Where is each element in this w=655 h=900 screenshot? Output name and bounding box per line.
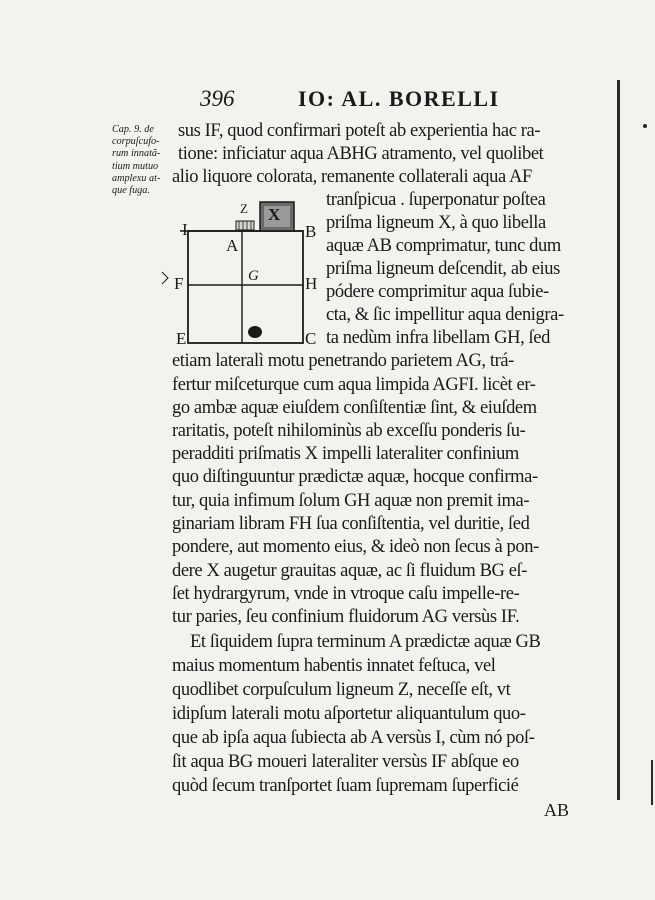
text-line: tur paries, ſeu confinium fluidorum AG versùs IF. [172, 607, 520, 627]
page-edge-line [617, 80, 620, 800]
margin-note-line: Cap. 9. de [112, 124, 154, 135]
text-line: Et ſiquidem ſupra terminum A prædictæ aquæ GB [190, 632, 541, 652]
text-line: priſma ligneum deſcendit, ab eius [326, 259, 560, 279]
text-line: pondere, aut momento eius, & ideò non ſecus à pon- [172, 537, 539, 557]
text-line: ſet hydrargyrum, vnde in vtroque caſu impelle-re- [172, 584, 520, 604]
text-line: ſit aqua BG moueri lateraliter versùs IF abſque eo [172, 752, 519, 772]
text-line: tur, quia infimum ſolum GH aquæ non premit ima- [172, 491, 530, 511]
margin-note [112, 124, 176, 197]
margin-note-line: rum innatã- [112, 148, 161, 160]
text-line: peradditi priſmatis X impelli lateraliter confinium [172, 444, 519, 464]
text-line: etiam lateralì motu penetrando parietem AG, trá- [172, 351, 514, 371]
margin-note-line: que fuga. [112, 185, 150, 197]
text-line: idipſum laterali motu aſportetur aliquantulum quo- [172, 704, 526, 724]
text-line: tranſpicua . ſuperponatur poſtea [326, 190, 546, 210]
text-line: fertur miſceturque cum aqua limpida AGFI. licèt er- [172, 375, 536, 395]
vessel-outline [188, 231, 303, 343]
figure-label-x: X [268, 205, 281, 224]
margin-note-line: amplexu at- [112, 172, 161, 184]
text-line: que ab ipſa aqua ſubiecta ab A versùs I, cùm nó poſ- [172, 728, 535, 748]
text-line: priſma ligneum X, à quo libella [326, 213, 546, 233]
text-line: quòd ſecum tranſportet ſuam ſupremam ſuperficié [172, 776, 519, 796]
text-line: dere X augetur grauitas aquæ, ac ſi fluidum BG eſ- [172, 561, 528, 581]
text-line: maius momentum habentis innatet feſtuca, vel [172, 656, 496, 676]
text-line: cta, & ſic impellitur aqua denigra- [326, 305, 564, 325]
figure-label-a: A [226, 236, 239, 255]
figure-label-f: F [174, 274, 184, 293]
page-number: 396 [200, 86, 235, 111]
page-mark [643, 124, 647, 128]
margin-note-line: corpuſcufo- [112, 136, 160, 148]
margin-note-line: tium mutuo [112, 160, 159, 172]
page-edge-line [651, 760, 653, 805]
ink-blot [248, 326, 262, 338]
figure-label-b: B [305, 222, 317, 241]
edge-mark [162, 272, 168, 284]
text-line: aquæ AB comprimatur, tunc dum [326, 236, 561, 256]
vessel-diagram [160, 196, 325, 354]
figure-label-e: E [176, 329, 187, 348]
text-line: quo diſtinguuntur prædictæ aquæ, hocque confirma- [172, 467, 538, 487]
catchword: AB [544, 800, 570, 820]
text-line: tione: inficiatur aqua ABHG atramento, vel quolibet [178, 144, 544, 164]
text-line: quodlibet corpuſculum ligneum Z, neceſſe eſt, vt [172, 680, 511, 700]
text-line: ginariam libram FH ſua conſiſtentia, vel duritie, ſed [172, 514, 530, 534]
text-line: pódere comprimitur aqua ſubie- [326, 282, 549, 302]
figure-label-c: C [305, 329, 317, 348]
page-header [200, 86, 590, 116]
figure-label-h: H [305, 274, 318, 293]
figure-label-g: G [248, 268, 259, 284]
text-line: sus IF, quod confirmari poteſt ab experientia hac ra- [178, 121, 541, 141]
text-line: ta nedùm infra libellam GH, ſed [326, 328, 550, 348]
text-line: raritatis, poteſt nihilominùs ab exceſſu ponderis ſu- [172, 421, 526, 441]
text-line: alio liquore colorata, remanente collaterali aqua AF [172, 167, 532, 187]
figure-label-i: I [182, 220, 188, 239]
figure-label-z: Z [240, 201, 248, 216]
text-line: go ambæ aquæ eiuſdem conſiſtentiæ ſint, & eiuſdem [172, 398, 537, 418]
running-title: IO: AL. BORELLI [298, 86, 500, 111]
